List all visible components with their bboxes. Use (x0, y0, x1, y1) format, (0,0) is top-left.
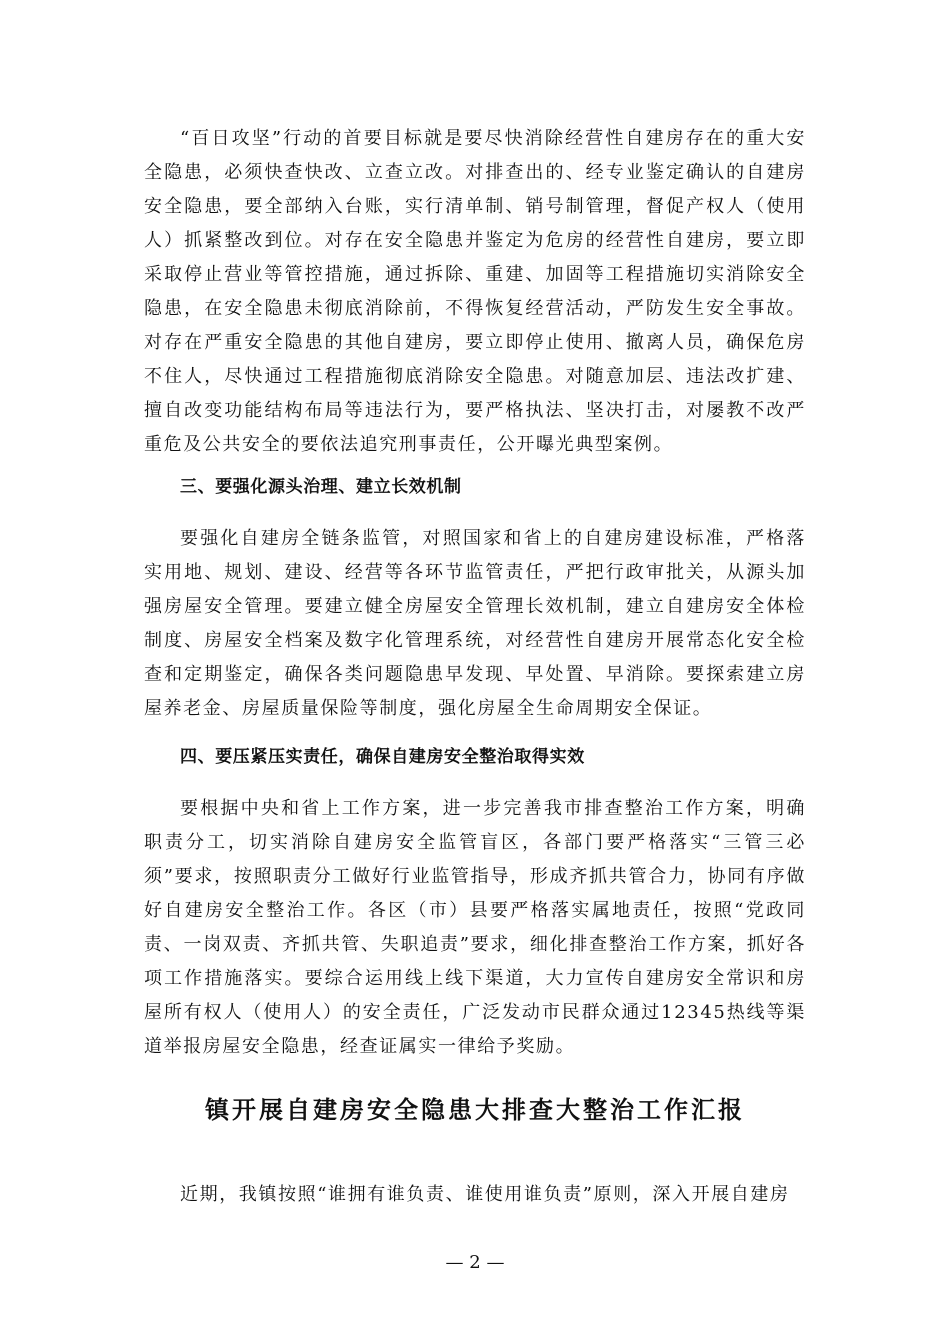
section-heading-4: 四、要压紧压实责任，确保自建房安全整治取得实效 (180, 747, 585, 767)
page-number: — 2 — (445, 1252, 505, 1273)
paragraph-source-governance: 要强化自建房全链条监管，对照国家和省上的自建房建设标准，严格落实用地、规划、建设、经营等各环节监管责任，严把行政审批关，从源头加强房屋安全管理。要建立健全房屋安全管理长效机制，建立自建房安全体检制度、房屋安全档案及数字化管理系统，对经营性自建房开展常态化安全检查和定期鉴定，确保各类问题隐患早发现、早处置、早消除。要探索建立房屋养老金、房屋质量保险等制度，强化房屋全生命周期安全保证。 (144, 528, 806, 719)
paragraph-hundred-day-campaign: “百日攻坚”行动的首要目标就是要尽快消除经营性自建房存在的重大安全隐患，必须快查快改、立查立改。对排查出的、经专业鉴定确认的自建房安全隐患，要全部纳入台账，实行清单制、销号制管理，督促产权人（使用人）抓紧整改到位。对存在安全隐患并鉴定为危房的经营性自建房，要立即采取停止营业等管控措施，通过拆除、重建、加固等工程措施切实消除安全隐患，在安全隐患未彻底消除前，不得恢复经营活动，严防发生安全事故。对存在严重安全隐患的其他自建房，要立即停止使用、撤离人员，确保危房不住人，尽快通过工程措施彻底消除安全隐患。对随意加层、违法改扩建、擅自改变功能结构布局等违法行为，要严格执法、坚决打击，对屡教不改严重危及公共安全的要依法追究刑事责任，公开曝光典型案例。 (144, 128, 806, 455)
section-heading-3: 三、要强化源头治理、建立长效机制 (180, 477, 462, 497)
paragraph-report-intro: 近期，我镇按照“谁拥有谁负责、谁使用谁负责”原则，深入开展自建房 (180, 1184, 790, 1205)
report-title: 镇开展自建房安全隐患大排查大整治工作汇报 (205, 1096, 745, 1124)
paragraph-responsibility: 要根据中央和省上工作方案，进一步完善我市排查整治工作方案，明确职责分工，切实消除自建房安全监管盲区，各部门要严格落实“三管三必须”要求，按照职责分工做好行业监管指导，形成齐抓共管合力，协同有序做好自建房安全整治工作。各区（市）县要严格落实属地责任，按照“党政同责、一岗双责、齐抓共管、失职追责”要求，细化排查整治工作方案，抓好各项工作措施落实。要综合运用线上线下渠道，大力宣传自建房安全常识和房屋所有权人（使用人）的安全责任，广泛发动市民群众通过12345热线等渠道举报房屋安全隐患，经查证属实一律给予奖励。 (144, 798, 806, 1057)
